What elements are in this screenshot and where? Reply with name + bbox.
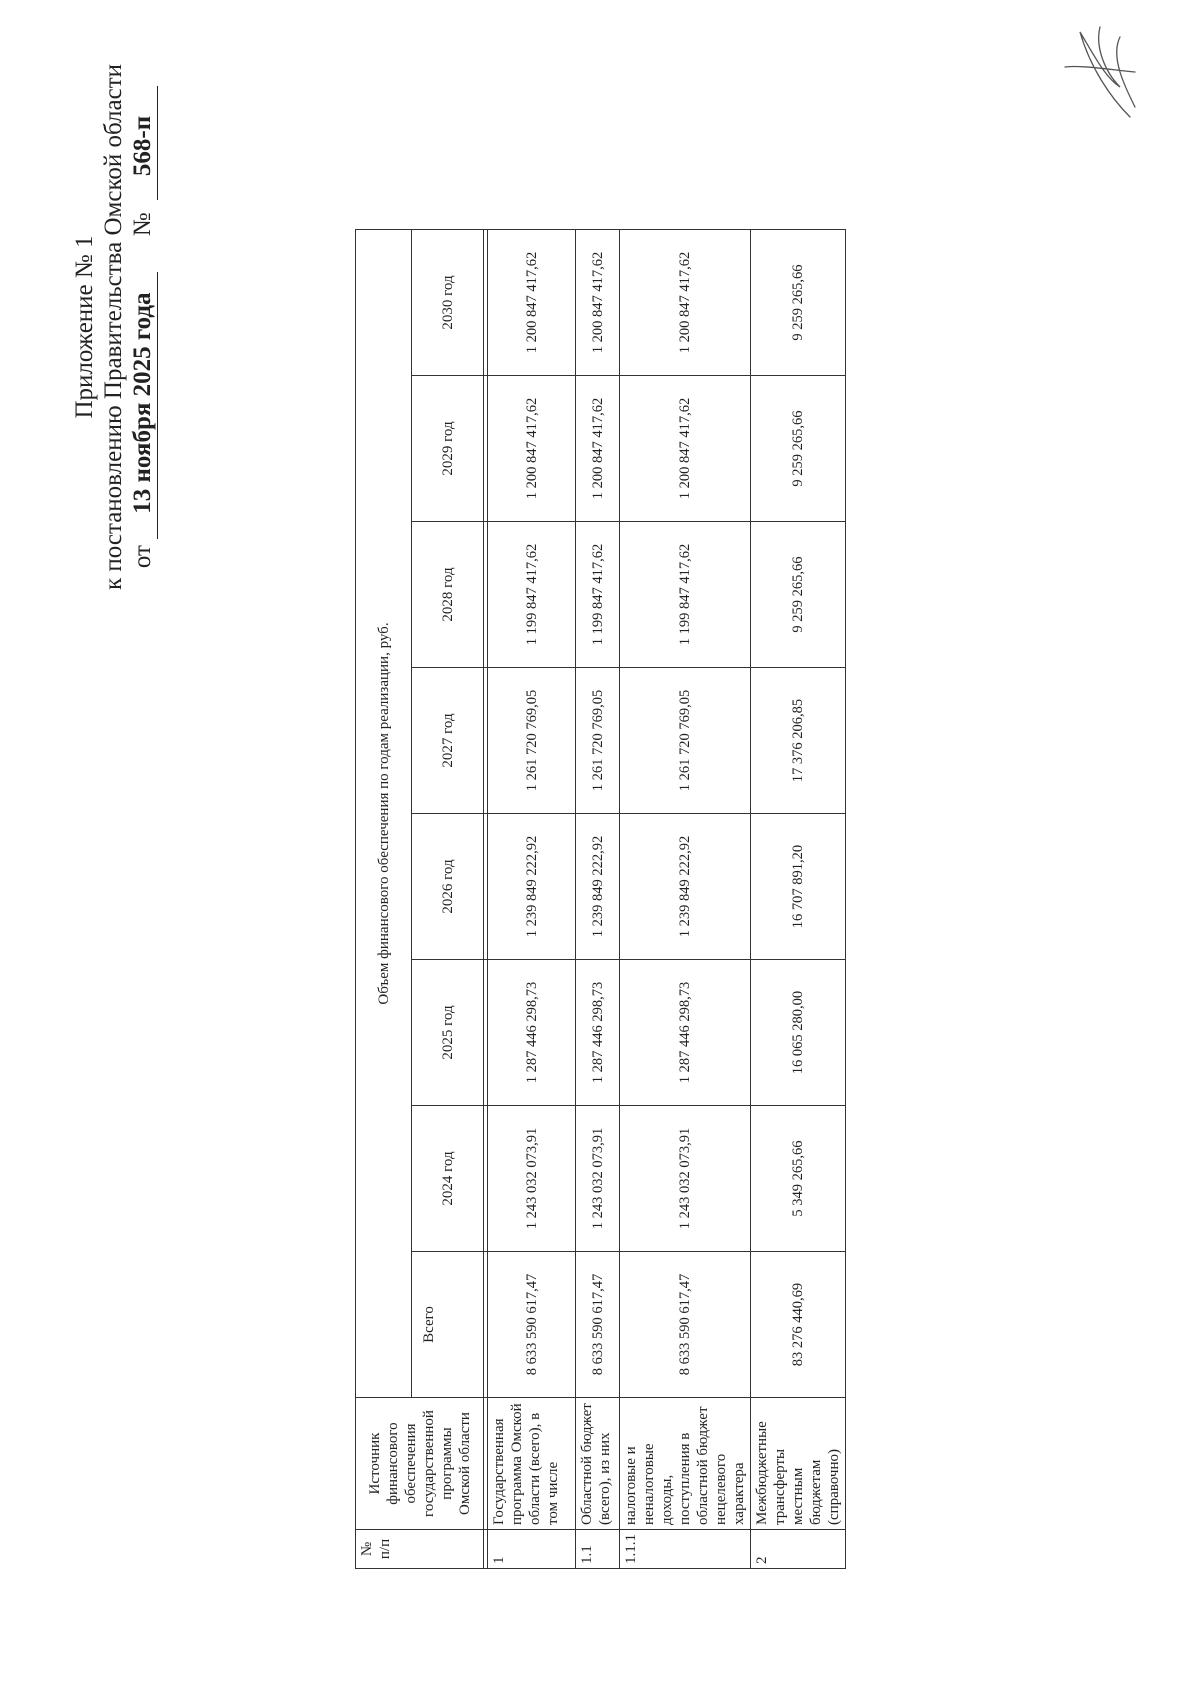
row-value-2030: 9 259 265,66 [751,230,846,376]
row-value-2024: 1 243 032 073,91 [488,1106,576,1252]
handwritten-signature [1050,17,1150,127]
row-value-2027: 17 376 206,85 [751,668,846,814]
row-value-2025: 1 287 446 298,73 [488,960,576,1106]
row-source: Областной бюджет (всего), из них [576,1398,620,1530]
funding-table [355,229,846,1569]
row-value-2028: 9 259 265,66 [751,522,846,668]
header-year-2025: 2025 год [412,960,484,1106]
row-value-2027: 1 261 720 769,05 [576,668,620,814]
table-row [488,230,576,1569]
header-year-2026: 2026 год [412,814,484,960]
number-label: № [129,212,156,237]
row-value-2027: 1 261 720 769,05 [620,668,751,814]
row-value-2030: 1 200 847 417,62 [620,230,751,376]
decree-date: 13 ноября 2025 года [128,272,158,538]
row-value-2029: 9 259 265,66 [751,376,846,522]
row-source: налоговые и неналоговые доходы, поступления в областной бюджет нецелевого характера [620,1398,751,1530]
table-row [576,230,620,1569]
row-value-2028: 1 199 847 417,62 [576,522,620,668]
header-total: Всего [412,1252,484,1398]
decree-date-line [128,17,158,637]
row-value-2024: 1 243 032 073,91 [620,1106,751,1252]
row-value-2026: 1 239 849 222,92 [488,814,576,960]
row-value-2024: 1 243 032 073,91 [576,1106,620,1252]
document-header [70,17,158,637]
row-value-2025: 1 287 446 298,73 [620,960,751,1106]
header-year-2024: 2024 год [412,1106,484,1252]
header-no: № п/п [356,1530,484,1569]
header-year-2028: 2028 год [412,522,484,668]
table-row [751,230,846,1569]
row-value-2030: 1 200 847 417,62 [576,230,620,376]
row-value-2029: 1 200 847 417,62 [576,376,620,522]
row-value-2028: 1 199 847 417,62 [488,522,576,668]
row-number: 1.1 [576,1530,620,1569]
row-value-2026: 1 239 849 222,92 [620,814,751,960]
row-value-2029: 1 200 847 417,62 [620,376,751,522]
row-total: 8 633 590 617,47 [576,1252,620,1398]
row-total: 8 633 590 617,47 [620,1252,751,1398]
row-number: 1 [488,1530,576,1569]
appendix-title: Приложение № 1 [71,235,98,419]
row-total: 8 633 590 617,47 [488,1252,576,1398]
row-value-2029: 1 200 847 417,62 [488,376,576,522]
row-value-2026: 16 707 891,20 [751,814,846,960]
row-value-2027: 1 261 720 769,05 [488,668,576,814]
row-source: Государственная программа Омской области (всего), в том числе [488,1398,576,1530]
header-volume: Объем финансового обеспечения по годам реализации, руб. [356,230,412,1398]
row-value-2030: 1 200 847 417,62 [488,230,576,376]
row-source: Межбюджетные трансферты местным бюджетам (справочно) [751,1398,846,1530]
row-value-2028: 1 199 847 417,62 [620,522,751,668]
header-year-2029: 2029 год [412,376,484,522]
decree-reference: к постановлению Правительства Омской области [100,63,127,591]
row-value-2024: 5 349 265,66 [751,1106,846,1252]
row-value-2025: 16 065 280,00 [751,960,846,1106]
from-label: от [129,545,156,569]
header-year-2027: 2027 год [412,668,484,814]
row-number: 1.1.1 [620,1530,751,1569]
header-source: Источник финансового обеспечения государственной программы Омской области [356,1398,484,1530]
table-row [620,230,751,1569]
row-value-2025: 1 287 446 298,73 [576,960,620,1106]
header-year-2030: 2030 год [412,230,484,376]
row-value-2026: 1 239 849 222,92 [576,814,620,960]
decree-number: 568-п [128,86,158,200]
row-total: 83 276 440,69 [751,1252,846,1398]
row-number: 2 [751,1530,846,1569]
